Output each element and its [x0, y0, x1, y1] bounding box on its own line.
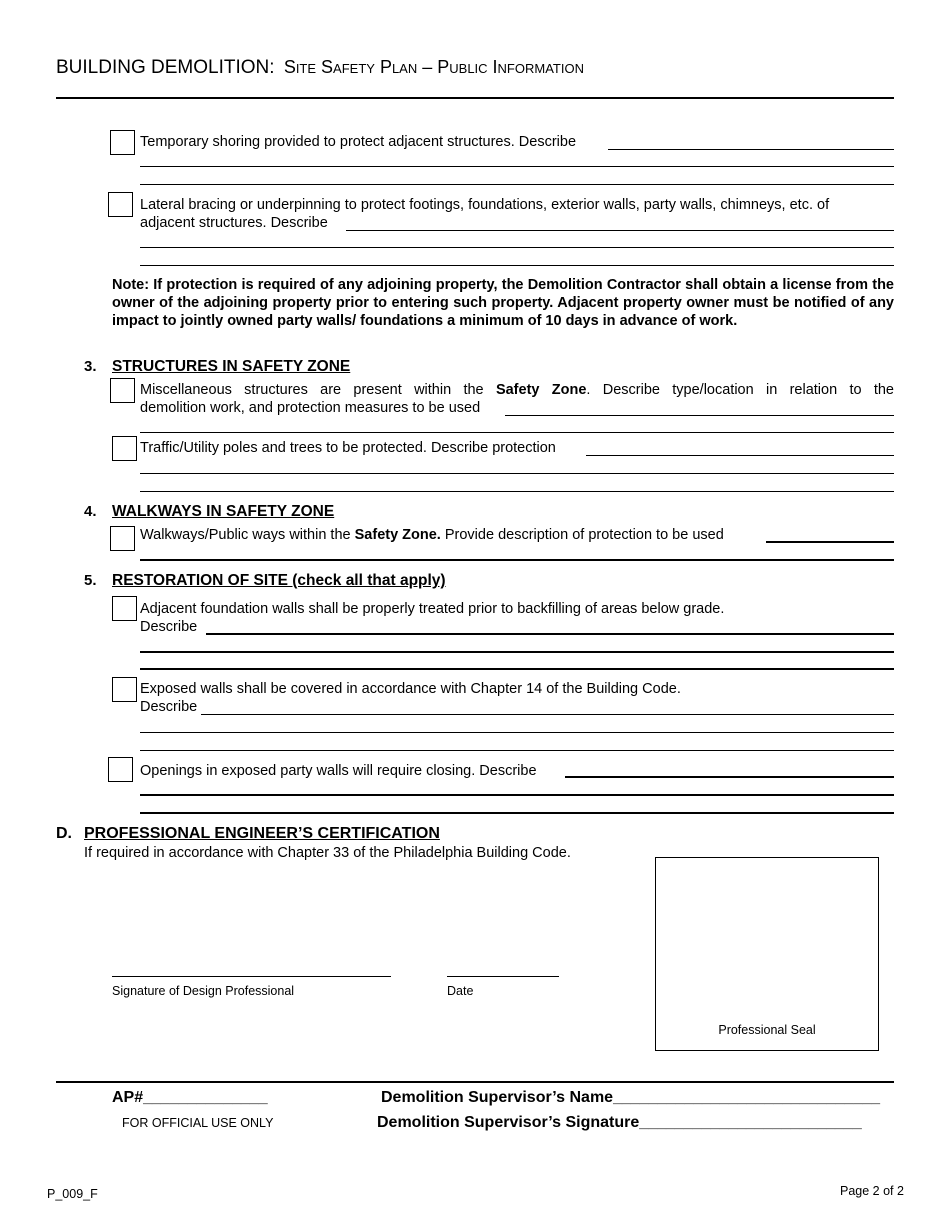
header-rule [56, 97, 894, 99]
walk-text-bold: Safety Zone. [354, 527, 441, 543]
adjacent-line[interactable] [140, 668, 894, 670]
traffic-fill[interactable] [586, 455, 894, 456]
shoring-fill[interactable] [608, 149, 894, 150]
exposed-line[interactable] [140, 732, 894, 733]
supervisor-signature-field[interactable]: Demolition Supervisor’s Signature_________________________ [377, 1114, 862, 1131]
walkways-fill[interactable] [766, 541, 894, 543]
walkways-text [140, 526, 724, 544]
shoring-checkbox[interactable] [110, 130, 135, 155]
exposed-walls-checkbox[interactable] [112, 677, 137, 702]
bracing-line[interactable] [140, 247, 894, 248]
bracing-text-1: Lateral bracing or underpinning to protect footings, foundations, exterior walls, party walls, chimneys, etc. of [140, 197, 830, 213]
official-use-label: FOR OFFICIAL USE ONLY [122, 1116, 274, 1130]
section-3-title: STRUCTURES IN SAFETY ZONE [112, 358, 351, 375]
shoring-line[interactable] [140, 166, 894, 167]
seal-label: Professional Seal [718, 1023, 816, 1037]
page-title [56, 57, 584, 79]
ap-number-field[interactable]: AP#______________ [112, 1089, 268, 1106]
openings-line[interactable] [140, 812, 894, 814]
traffic-text: Traffic/Utility poles and trees to be protected. Describe protection [140, 440, 556, 456]
form-code: P_009_F [47, 1187, 98, 1201]
walk-text-b: Provide description of protection to be used [440, 527, 724, 543]
walk-text-a: Walkways/Public ways within the [140, 527, 355, 543]
section-d-letter: D. [56, 825, 72, 842]
supervisor-name-field[interactable]: Demolition Supervisor’s Name______________________________ [381, 1089, 881, 1106]
bracing-line[interactable] [140, 265, 894, 266]
page-number: Page 2 of 2 [840, 1184, 904, 1198]
walkways-checkbox[interactable] [110, 526, 135, 551]
bracing-checkbox[interactable] [108, 192, 133, 217]
openings-text: Openings in exposed party walls will require closing. Describe [140, 763, 537, 779]
section-4-number: 4. [84, 503, 97, 520]
section-5-number: 5. [84, 572, 97, 589]
openings-checkbox[interactable] [108, 757, 133, 782]
shoring-line[interactable] [140, 184, 894, 185]
misc-text-b: . Describe type/location in relation to the [586, 382, 894, 398]
misc-structures-checkbox[interactable] [110, 378, 135, 403]
adjacent-line[interactable] [140, 651, 894, 653]
misc-text-a: Miscellaneous structures are present within the [140, 382, 496, 398]
misc-structures-text-2: demolition work, and protection measures to be used [140, 400, 481, 416]
misc-fill[interactable] [505, 415, 894, 416]
misc-text-bold: Safety Zone [495, 382, 587, 398]
exposed-fill[interactable] [201, 714, 894, 715]
misc-line[interactable] [140, 432, 894, 433]
section-5-title: RESTORATION OF SITE (check all that apply) [112, 572, 446, 589]
describe-label-1: Describe [140, 619, 198, 635]
footer-rule [56, 1081, 894, 1083]
date-label: Date [447, 984, 474, 998]
signature-line[interactable] [112, 976, 391, 977]
title-sub: Site Safety Plan – Public Information [283, 57, 584, 77]
traffic-line[interactable] [140, 473, 894, 474]
traffic-checkbox[interactable] [112, 436, 137, 461]
openings-fill[interactable] [565, 776, 894, 778]
title-main: BUILDING DEMOLITION: [56, 57, 275, 78]
walkways-line[interactable] [140, 559, 894, 561]
misc-structures-text [140, 381, 894, 399]
date-line[interactable] [447, 976, 559, 977]
section-d-title: PROFESSIONAL ENGINEER’S CERTIFICATION [84, 825, 440, 842]
traffic-line[interactable] [140, 491, 894, 492]
bracing-fill[interactable] [346, 230, 894, 231]
bracing-text-2: adjacent structures. Describe [140, 215, 328, 231]
protection-note: Note: If protection is required of any adjoining property, the Demolition Contractor shall obtain a license from the owner of the adjoining property prior to entering such property. Adjacent property owner must be notified of any impact to jointly owned party walls/ foundations a minimum of 10 days in advance of work. [112, 277, 894, 329]
exposed-line[interactable] [140, 750, 894, 751]
openings-line[interactable] [140, 794, 894, 796]
exposed-walls-text: Exposed walls shall be covered in accordance with Chapter 14 of the Building Code. [140, 681, 681, 697]
adjacent-fill[interactable] [206, 633, 894, 635]
adjacent-walls-text: Adjacent foundation walls shall be properly treated prior to backfilling of areas below grade. [140, 601, 725, 617]
professional-seal-box[interactable] [655, 857, 879, 1051]
describe-label-2: Describe [140, 699, 198, 715]
section-3-number: 3. [84, 358, 97, 375]
adjacent-walls-checkbox[interactable] [112, 596, 137, 621]
section-d-subtitle: If required in accordance with Chapter 33 of the Philadelphia Building Code. [84, 845, 571, 861]
signature-label: Signature of Design Professional [112, 984, 295, 998]
shoring-label: Temporary shoring provided to protect adjacent structures. Describe [140, 134, 577, 150]
section-4-title: WALKWAYS IN SAFETY ZONE [112, 503, 335, 520]
